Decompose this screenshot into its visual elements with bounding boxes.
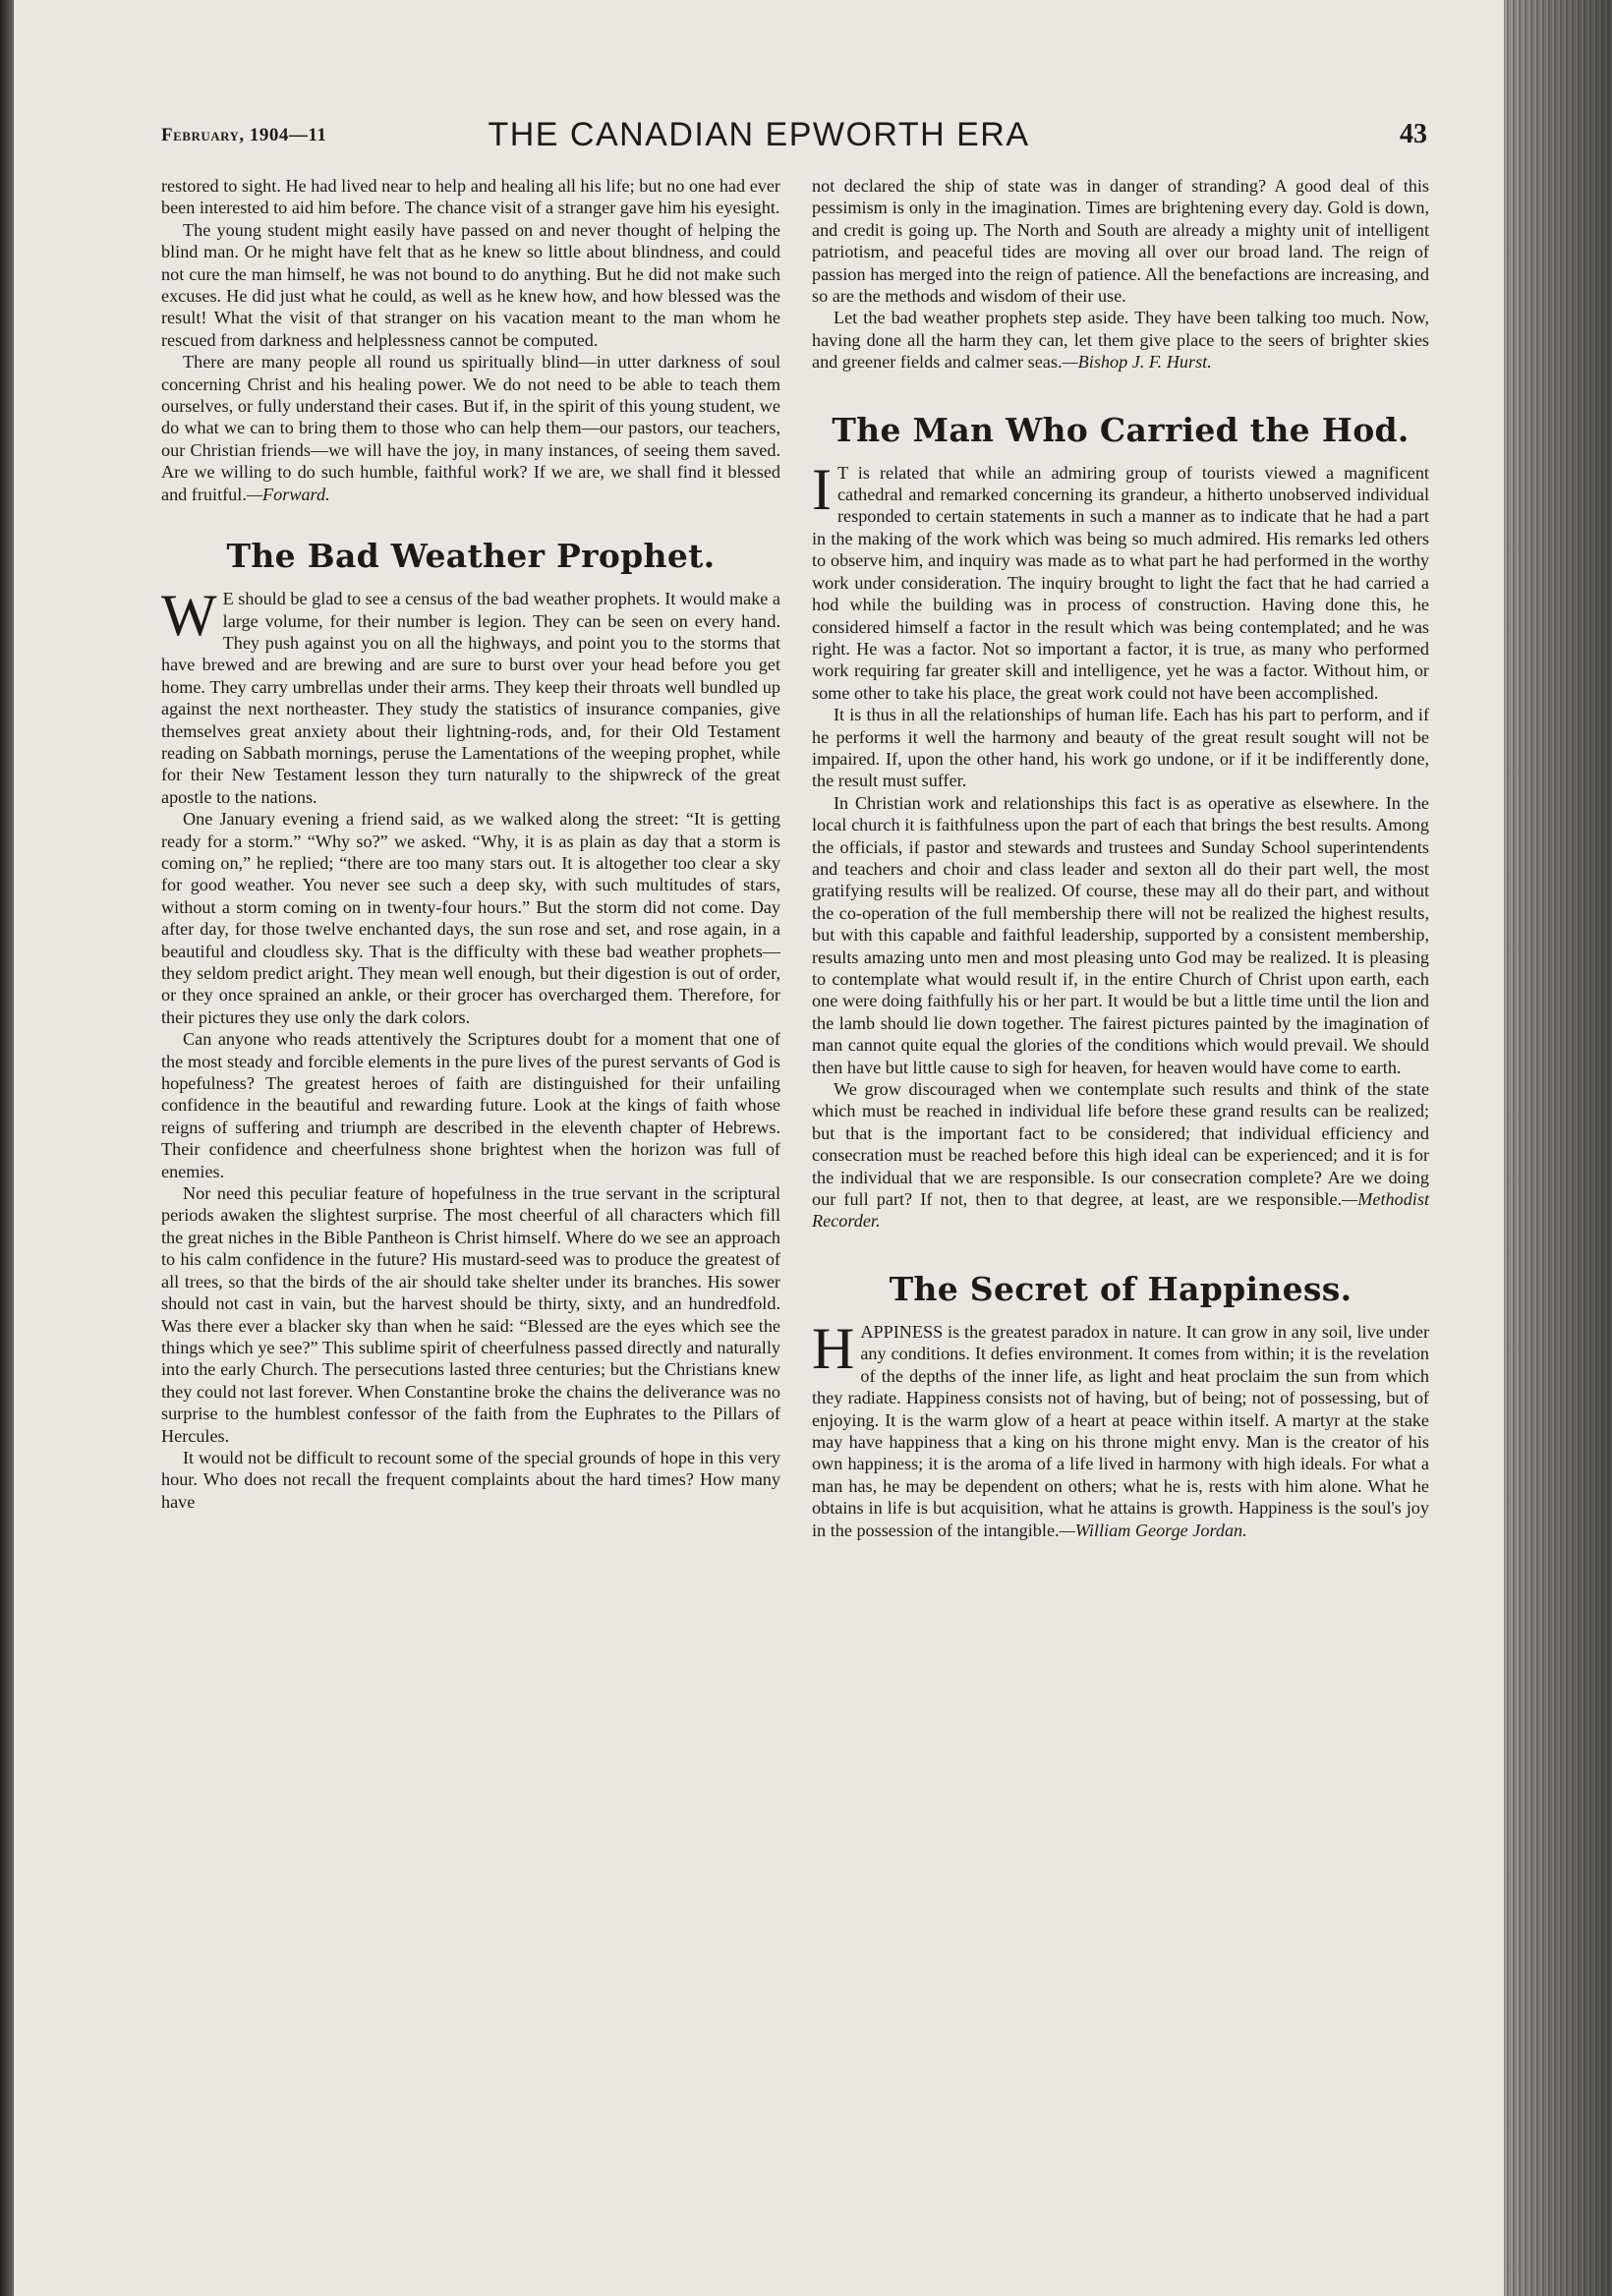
running-head [14, 116, 1504, 165]
left-column [161, 175, 780, 1513]
intro-paragraph-3-text: There are many people all round us spiritually blind—in utter darkness of soul concerning Christ and his healing power. We do not need to be able to teach them ourselves, or fully understand their cases. But if, in the spirit of this young student, we do what we can to bring them to those who can help them—our pastors, our teachers, our Christian friends—we will have the joy, in many instances, of seeing them saved. Are we willing to do such humble, faithful work? If we are, we shall find it blessed and fruitful. [161, 352, 780, 504]
book-gutter-left [0, 0, 14, 2296]
continuation-attribution: —Bishop J. F. Hurst. [1062, 352, 1212, 373]
article2-dropcap: I [812, 456, 832, 522]
intro-paragraph-1: restored to sight. He had lived near to help and healing all his life; but no one had ever been interested to aid him before. The chance visit of a stranger gave him his eyesight. [161, 176, 780, 218]
article2-attribution: —Methodist Recorder. [812, 1189, 1429, 1232]
article2-paragraph-4 [812, 1078, 1429, 1233]
right-column [812, 175, 1429, 1541]
issue-date: February, 1904—11 [161, 125, 327, 145]
article2-paragraph-3: In Christian work and relationships this fact is as operative as elsewhere. In the local church it is faithfulness upon the part of each that brings the best results. Among the officials, if pastor and stewards and trustees and Sunday School superintendents and teachers and choir and class leader and sexton all do their part well, the most gratifying results will be realized. Of course, these may all do their part, and without the co-operation of the full membership there will not be realized the highest results, but with this capable and faithful leadership, supported by a consistent membership, results amazing unto men and most pleasing unto God may be realized. It is pleasing to contemplate what would result if, in the entire Church of Christ upon earth, each one were doing faithfully his or her part. It would be but a little time until the lion and the lamb should lie down together. The fairest pictures painted by the imagination of man cannot quite equal the glories of the conditions which would prevail. We should then have but little cause to sigh for heaven, for heaven would have come to earth. [812, 792, 1429, 1077]
article1-paragraph-2: One January evening a friend said, as we walked along the street: “It is getting ready for a storm.” “Why so?” we asked. “Why, it is as plain as day that a storm is coming on,” he replied; “there are too many stars out. It is altogether too clear a sky for good weather. You never see such a deep sky, with such multitudes of stars, without a storm coming on in twenty-four hours.” But the storm did not come. Day after day, for those twelve enchanted days, the sun rose and set, and rose again, in a beautiful and cloudless sky. That is the difficulty with these bad weather prophets—they seldom predict aright. They mean well enough, but their digestion is out of order, or they once sprained an ankle, or their grocer has overcharged them. Therefore, for their pictures they use only the dark colors. [161, 809, 780, 1027]
article1-paragraph-1 [161, 583, 780, 808]
article1-dropcap: W [161, 583, 217, 649]
article3-attribution: —William George Jordan. [1059, 1520, 1247, 1540]
publication-title: THE CANADIAN EPWORTH ERA [488, 116, 1030, 153]
article2-paragraph-1 [812, 456, 1429, 704]
article3-paragraph-1-text: APPINESS is the greatest paradox in nature. It can grow in any soil, live under any conditions. It defies environment. It comes from within; it is the revelation of the depths of the inner life, as light and heat proclaim the sun from which they radiate. Happiness consists not of having, but of being; not of possessing, but of enjoying. It is the warm glow of a heart at peace within itself. A martyr at the stake may have happiness that a king on his throne might envy. Man is the creator of his own happiness; it is the aroma of a life lived in harmony with high ideals. For what a man has, he may be dependent on others; what he is, rests with him alone. What he obtains in life is but acquisition, what he attains is growth. Happiness is the soul's joy in the possession of the intangible. [812, 1321, 1429, 1540]
article-headline-man-who-carried-the-hod: The Man Who Carried the Hod. [832, 410, 1410, 449]
continuation-paragraph-2 [812, 307, 1429, 373]
intro-attribution: —Forward. [246, 484, 330, 504]
intro-paragraph-3 [161, 351, 780, 505]
article1-paragraph-4: Nor need this peculiar feature of hopefulness in the true servant in the scriptural periods awaken the slightest surprise. The most cheerful of all characters which fill the great niches in the Bible Pantheon is Christ himself. Where do we see an approach to his calm confidence in the future? His mustard-seed was to produce the greatest of all trees, so that the birds of the air should take shelter under its branches. His sower should not cast in vain, but the harvest should be thirty, sixty, and an hundredfold. Was there ever a blacker sky than when he said: “Blessed are the eyes which see the things which ye see?” This sublime spirit of cheerfulness passed directly and naturally into the early Church. The persecutions lasted three centuries; but the Christians knew they could not last forever. When Constantine broke the chains the deliverance was no surprise to the humblest confessor of the faith from the Euphrates to the Pillars of Hercules. [161, 1183, 780, 1446]
article1-paragraph-5: It would not be difficult to recount some of the special grounds of hope in this very hour. Who does not recall the frequent complaints about the hard times? How many have [161, 1447, 780, 1512]
continuation-paragraph-2-text: Let the bad weather prophets step aside. They have been talking too much. Now, having done all the harm they can, let them give place to the seers of brighter skies and greener fields and calmer seas. [812, 308, 1429, 373]
article2-paragraph-1-text: T is related that while an admiring group of tourists viewed a magnificent cathedral and remarked concerning its grandeur, a hitherto unobserved individual responded to certain statements in such a manner as to indicate that he had a part in the making of the work which was being so much admired. His remarks led others to observe him, and inquiry was made as to what part he had performed in the worthy work under consideration. The inquiry brought to light the fact that he had carried a hod while the building was in process of construction. Having done this, he considered himself a factor in the result which was being contemplated; and he was right. He was a factor. Not so important a factor, it is true, as many who performed work requiring far greater skill and intelligence, yet he was a factor. Without him, or some other to take his place, the great work could not have been accomplished. [812, 462, 1429, 703]
article-headline-secret-of-happiness: The Secret of Happiness. [889, 1269, 1353, 1308]
article1-paragraph-1-text: E should be glad to see a census of the bad weather prophets. It would make a large volume, for their number is legion. They can be seen on every hand. They push against you on all the highways, and point you to the storms that have brewed and are brewing and are sure to burst over your head before you get home. They carry umbrellas under their arms. They keep their throats well bundled up against the next northeaster. They study the statistics of insurance companies, give themselves great anxiety about their lightning-rods, and, for their Old Testament reading on Sabbath mornings, peruse the Lamentations of the weeping prophet, while for their New Testament lesson they turn naturally to the shipwreck of the great apostle to the nations. [161, 589, 780, 807]
book-page [14, 0, 1504, 2296]
article1-paragraph-3: Can anyone who reads attentively the Scriptures doubt for a moment that one of the most steady and forcible elements in the pure lives of the purest servants of God is hopefulness? The greatest heroes of faith are distinguished for their unfailing confidence in the beautiful and rewarding future. Look at the kings of faith whose reigns of suffering and triumph are described in the eleventh chapter of Hebrews. Their confidence and cheerfulness shone brightest when the horizon was full of enemies. [161, 1029, 780, 1181]
article2-paragraph-2: It is thus in all the relationships of human life. Each has his part to perform, and if he performs it well the harmony and beauty of the great result sought will not be impaired. If, upon the other hand, his work go undone, or if it be indifferently done, the result must suffer. [812, 705, 1429, 791]
article2-paragraph-4-text: We grow discouraged when we contemplate such results and think of the state which must be reached in individual life before these grand results can be realized; but that is the important fact to be considered; that individual efficiency and consecration must be reached before this high ideal can be experienced; and it is for the individual that we are responsible. Is our consecration complete? Are we doing our full part? If not, then to that degree, at least, are we responsible. [812, 1079, 1429, 1210]
article3-dropcap: H [812, 1315, 855, 1381]
intro-paragraph-2: The young student might easily have passed on and never thought of helping the blind man. Or he might have felt that as he knew so little about blindness, and could not cure the man himself, he was not bound to do anything. But he did not make such excuses. He did just what he could, as well as he knew how, and how blessed was the result! What the visit of that stranger on his vacation meant to the man whom he rescued from darkness and helplessness cannot be computed. [161, 219, 780, 350]
continuation-paragraph-1: not declared the ship of state was in danger of stranding? A good deal of this pessimism is only in the imagination. Times are brightening every day. Gold is down, and credit is going up. The North and South are already a mighty unit of intelligent patriotism, and peaceful tides are moving all over our broad land. The reign of passion has merged into the reign of patience. All the benefactions are increasing, and so are the methods and wisdom of their use. [812, 176, 1429, 307]
page-number: 43 [1400, 119, 1427, 149]
article-headline-bad-weather-prophet: The Bad Weather Prophet. [226, 537, 716, 576]
book-page-edges [1504, 0, 1612, 2296]
article3-paragraph-1 [812, 1315, 1429, 1541]
